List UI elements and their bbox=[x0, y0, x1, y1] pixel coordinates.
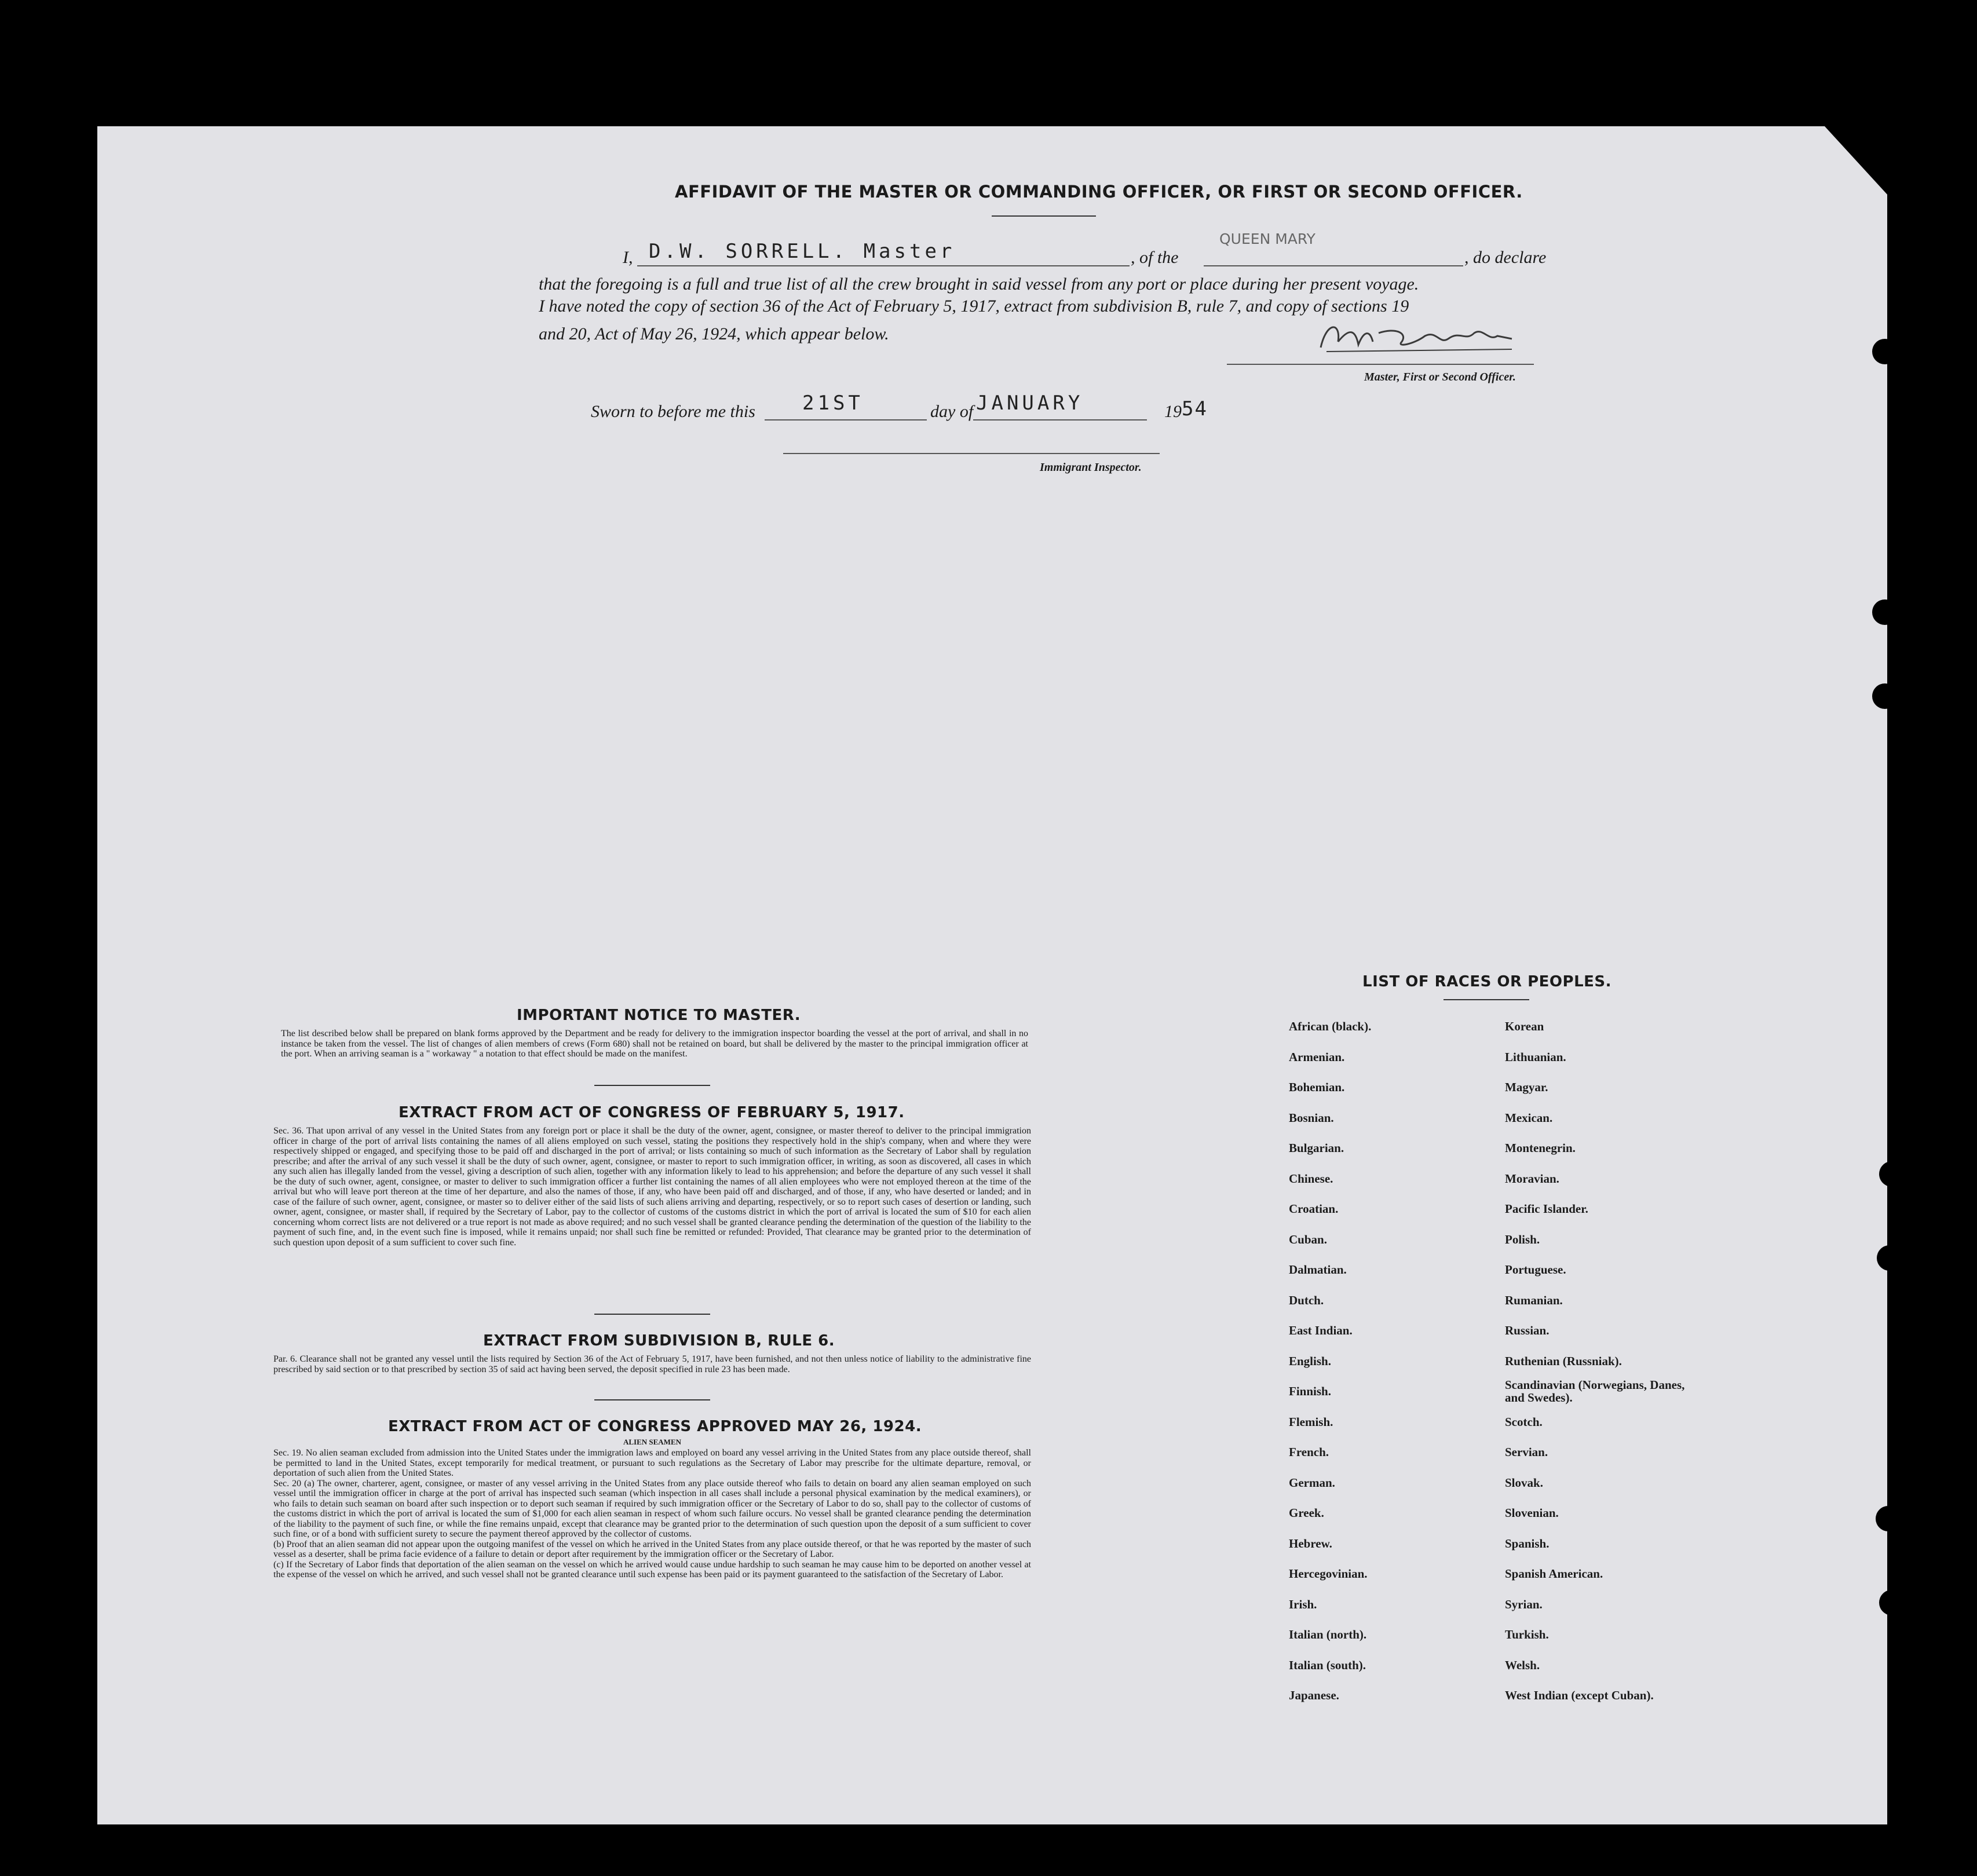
divider bbox=[594, 1314, 710, 1315]
master-name-line bbox=[637, 265, 1130, 266]
divider bbox=[594, 1085, 710, 1086]
sworn-day-line bbox=[765, 419, 927, 420]
affidavit-title: AFFIDAVIT OF THE MASTER OR COMMANDING OFFICER, OR FIRST OR SECOND OFFICER. bbox=[675, 182, 1523, 202]
race-item: Greek. bbox=[1289, 1506, 1324, 1520]
race-item: Lithuanian. bbox=[1505, 1049, 1566, 1064]
race-item: Spanish American. bbox=[1505, 1567, 1603, 1581]
race-item: Spanish. bbox=[1505, 1536, 1550, 1550]
race-item: Dutch. bbox=[1289, 1293, 1324, 1307]
sworn-day: 21ST bbox=[802, 392, 864, 415]
race-item: Moravian. bbox=[1505, 1171, 1559, 1186]
race-item: West Indian (except Cuban). bbox=[1505, 1688, 1654, 1702]
sec-20b-text: (b) Proof that an alien seaman did not appear upon the outgoing manifest of the vessel on which he arrived in the United States from any place outside thereof, or that he was reported by the master of such vessel as a deserter, shall be prima facie evidence of a failure to detain or deport after requirement by the immigration officer or the Secretary of Labor. bbox=[273, 1539, 1031, 1559]
alien-seamen-subtitle: ALIEN SEAMEN bbox=[623, 1438, 682, 1446]
race-item: Rumanian. bbox=[1505, 1293, 1563, 1307]
race-item: Bohemian. bbox=[1289, 1080, 1345, 1094]
race-item: Montenegrin. bbox=[1505, 1141, 1576, 1155]
sworn-prefix: Sworn to before me this bbox=[591, 402, 755, 421]
affidavit-prefix: I, bbox=[623, 248, 633, 267]
race-item: Bosnian. bbox=[1289, 1110, 1334, 1125]
race-item: Ruthenian (Russniak). bbox=[1505, 1354, 1622, 1368]
race-item: Scotch. bbox=[1505, 1414, 1543, 1429]
extract-1917-title: EXTRACT FROM ACT OF CONGRESS OF FEBRUARY 5, 1917. bbox=[399, 1104, 905, 1121]
affidavit-line-2: that the foregoing is a full and true list of all the crew brought in said vessel from any port or place during her present voyage. bbox=[539, 275, 1419, 294]
race-item: Flemish. bbox=[1289, 1414, 1333, 1429]
race-item: Italian (north). bbox=[1289, 1628, 1367, 1641]
race-item: Bulgarian. bbox=[1289, 1141, 1344, 1155]
sworn-year: 54 bbox=[1182, 397, 1208, 420]
sec-20a-text: Sec. 20 (a) The owner, charterer, agent, consignee, or master of any vessel arriving in the United States from any place outside thereof who fails to detain on board any alien seaman employed on such vessel until the immigration officer in charge at the port of arrival has inspected such seaman (which inspection in all cases shall include a personal physical examination by the medical examiners), or who fails to detain such seaman on board after such inspection or to deport such seaman if required by such immigration officer or the Secretary of Labor to do so, shall pay to the collector of customs of the customs district in which the port of arrival is located the sum of $1,000 for each alien seaman in respect of whom such failure occurs. No vessel shall be granted clearance pending the determination of the liability to the payment of such fine, or while the fine remains unpaid, except that clearance may be granted prior to the determination of such question upon the deposit of a sum sufficient to cover such fine, or of a bond with sufficient surety to secure the payment thereof approved by the collector of customs. bbox=[273, 1478, 1031, 1539]
race-item: Italian (south). bbox=[1289, 1658, 1366, 1672]
punch-hole bbox=[1876, 1506, 1901, 1531]
race-item: Pacific Islander. bbox=[1505, 1202, 1588, 1216]
torn-corner bbox=[1825, 126, 1888, 196]
sworn-month-line bbox=[973, 419, 1147, 420]
race-item: Japanese. bbox=[1289, 1688, 1339, 1702]
vessel-name-stamp: QUEEN MARY bbox=[1219, 231, 1315, 247]
race-item: Syrian. bbox=[1505, 1597, 1543, 1611]
race-item: African (black). bbox=[1289, 1019, 1372, 1033]
race-item: French. bbox=[1289, 1445, 1329, 1459]
race-item: Hebrew. bbox=[1289, 1536, 1332, 1550]
extract-1924-title: EXTRACT FROM ACT OF CONGRESS APPROVED MAY 26, 1924. bbox=[388, 1418, 922, 1435]
punch-hole bbox=[1872, 599, 1898, 625]
subdivision-b-title: EXTRACT FROM SUBDIVISION B, RULE 6. bbox=[483, 1332, 835, 1350]
race-item: German. bbox=[1289, 1475, 1335, 1490]
races-underline bbox=[1444, 999, 1529, 1000]
master-name: D.W. SORRELL. Master bbox=[649, 240, 956, 263]
races-title: LIST OF RACES OR PEOPLES. bbox=[1362, 973, 1612, 990]
inspector-caption: Immigrant Inspector. bbox=[1040, 461, 1142, 474]
race-item: Servian. bbox=[1505, 1445, 1548, 1459]
extract-1924-body bbox=[273, 1448, 1031, 1580]
sec-19-text: Sec. 19. No alien seaman excluded from admission into the United States under the immigration laws and employed on board any vessel arriving in the United States from any place outside thereof, shall be permitted to land in the United States, except temporarily for medical treatment, or pursuant to such regulations as the Secretary of Labor may prescribe for the ultimate departure, removal, or deportation of such alien from the United States. bbox=[273, 1448, 1031, 1478]
divider bbox=[594, 1399, 710, 1400]
race-item: Mexican. bbox=[1505, 1110, 1553, 1125]
signature-line bbox=[1227, 364, 1534, 365]
vessel-line bbox=[1204, 265, 1463, 266]
race-item: Irish. bbox=[1289, 1597, 1317, 1611]
race-item: Korean bbox=[1505, 1019, 1544, 1033]
race-item: Magyar. bbox=[1505, 1080, 1548, 1094]
declare-label: , do declare bbox=[1464, 248, 1547, 267]
punch-hole bbox=[1877, 1245, 1902, 1271]
race-item: English. bbox=[1289, 1354, 1331, 1368]
of-the-label: , of the bbox=[1131, 248, 1179, 267]
notice-title: IMPORTANT NOTICE TO MASTER. bbox=[517, 1007, 801, 1024]
race-item: Russian. bbox=[1505, 1323, 1550, 1337]
race-item: Finnish. bbox=[1289, 1384, 1331, 1398]
race-item: Cuban. bbox=[1289, 1232, 1327, 1246]
subdivision-b-text: Par. 6. Clearance shall not be granted any vessel until the lists required by Section 36 of the Act of February 5, 1917, have been furnished, and not then unless notice of liability to the administrative fine prescribed by said section or to that prescribed by section 35 of said act having been served, the deposit specified in rule 23 has been made. bbox=[273, 1354, 1031, 1374]
extract-1917-text: Sec. 36. That upon arrival of any vessel in the United States from any foreign port or place it shall be the duty of the owner, agent, consignee, or master thereof to deliver to the principal immigration officer in charge of the port of arrival lists containing the names of all aliens employed on such vessel, stating the positions they respectively hold in the ship's company, when and where they were respectively shipped or engaged, and specifying those to be paid off and discharged in the port of arrival; or lists containing so much of such information as the Secretary of Labor shall by regulation prescribe; and after the arrival of any such vessel it shall be the duty of such owner, agent, consignee, or master to report to such immigration officer, in writing, as soon as discovered, all cases in which any such alien has illegally landed from the vessel, giving a description of such alien, together with any information likely to lead to his apprehension; and before the departure of any such vessel it shall be the duty of such owner, agent, consignee, or master to deliver to such immigration officer a further list containing the names of all alien employees who were not employed thereon at the time of the arrival but who will leave port thereon at the time of her departure, and also the names of those, if any, who have been paid off and discharged, and of those, if any, who have deserted or landed; and in case of the failure of such owner, agent, consignee, or master so to deliver either of the said lists of such aliens arriving and departing, respectively, or so to report such cases of desertion or landing, such owner, agent, consignee, or master shall, if required by the Secretary of Labor, pay to the collector of customs of the customs district in which the port of arrival is located the sum of $10 for each alien concerning whom correct lists are not delivered or a true report is not made as above required; and no such vessel shall be granted clearance pending the determination of the question of the liability to the payment of such fine, and, in the event such fine is imposed, while it remains unpaid; nor shall such fine be remitted or refunded: Provided, That clearance may be granted prior to the determination of such question upon deposit of a sum sufficient to cover such fine. bbox=[273, 1126, 1031, 1248]
affidavit-line-4: and 20, Act of May 26, 1924, which appear below. bbox=[539, 324, 889, 343]
race-item: Hercegovinian. bbox=[1289, 1567, 1368, 1581]
master-signature bbox=[1315, 316, 1523, 359]
race-item: Croatian. bbox=[1289, 1202, 1339, 1216]
race-item: Portuguese. bbox=[1505, 1263, 1566, 1277]
race-item: Slovenian. bbox=[1505, 1506, 1559, 1520]
race-item: Turkish. bbox=[1505, 1628, 1549, 1641]
punch-hole bbox=[1879, 1590, 1905, 1615]
notice-text: The list described below shall be prepared on blank forms approved by the Department and be ready for delivery to the immigration inspector boarding the vessel at the port of arrival, and shall in no instance be taken from the vessel. The list of changes of alien members of crews (Form 680) shall not be retained on board, but shall be delivered by the master to the principal immigration officer at the port. When an arriving seaman is a " workaway " a notation to that effect should be made on the manifest. bbox=[281, 1029, 1028, 1059]
sec-20c-text: (c) If the Secretary of Labor finds that deportation of the alien seaman on the vessel on which he arrived would cause undue hardship to such seaman he may cause him to be deported on another vessel at the expense of the vessel on which he arrived, and such vessel shall not be granted clearance until such expense has been paid or its payment guaranteed to the satisfaction of the Secretary of Labor. bbox=[273, 1559, 1031, 1579]
race-item: Scandinavian (Norwegians, Danes, and Swedes). bbox=[1505, 1378, 1685, 1405]
race-item: East Indian. bbox=[1289, 1323, 1353, 1337]
sworn-year-prefix: 19 bbox=[1164, 402, 1182, 421]
punch-hole bbox=[1872, 339, 1898, 364]
title-underline bbox=[992, 215, 1096, 217]
affidavit-line-3: I have noted the copy of section 36 of the Act of February 5, 1917, extract from subdivision B, rule 7, and copy of sections 19 bbox=[539, 297, 1409, 316]
race-item: Chinese. bbox=[1289, 1171, 1333, 1186]
sworn-month: JANUARY bbox=[976, 392, 1084, 415]
race-item: Polish. bbox=[1505, 1232, 1540, 1246]
race-item: Welsh. bbox=[1505, 1658, 1540, 1672]
inspector-line bbox=[783, 453, 1160, 454]
race-item: Dalmatian. bbox=[1289, 1263, 1347, 1277]
signer-caption: Master, First or Second Officer. bbox=[1364, 371, 1516, 383]
punch-hole bbox=[1879, 1161, 1905, 1187]
race-item: Slovak. bbox=[1505, 1475, 1543, 1490]
punch-hole bbox=[1872, 683, 1898, 709]
sworn-day-of: day of bbox=[930, 402, 974, 421]
race-item: Armenian. bbox=[1289, 1049, 1345, 1064]
